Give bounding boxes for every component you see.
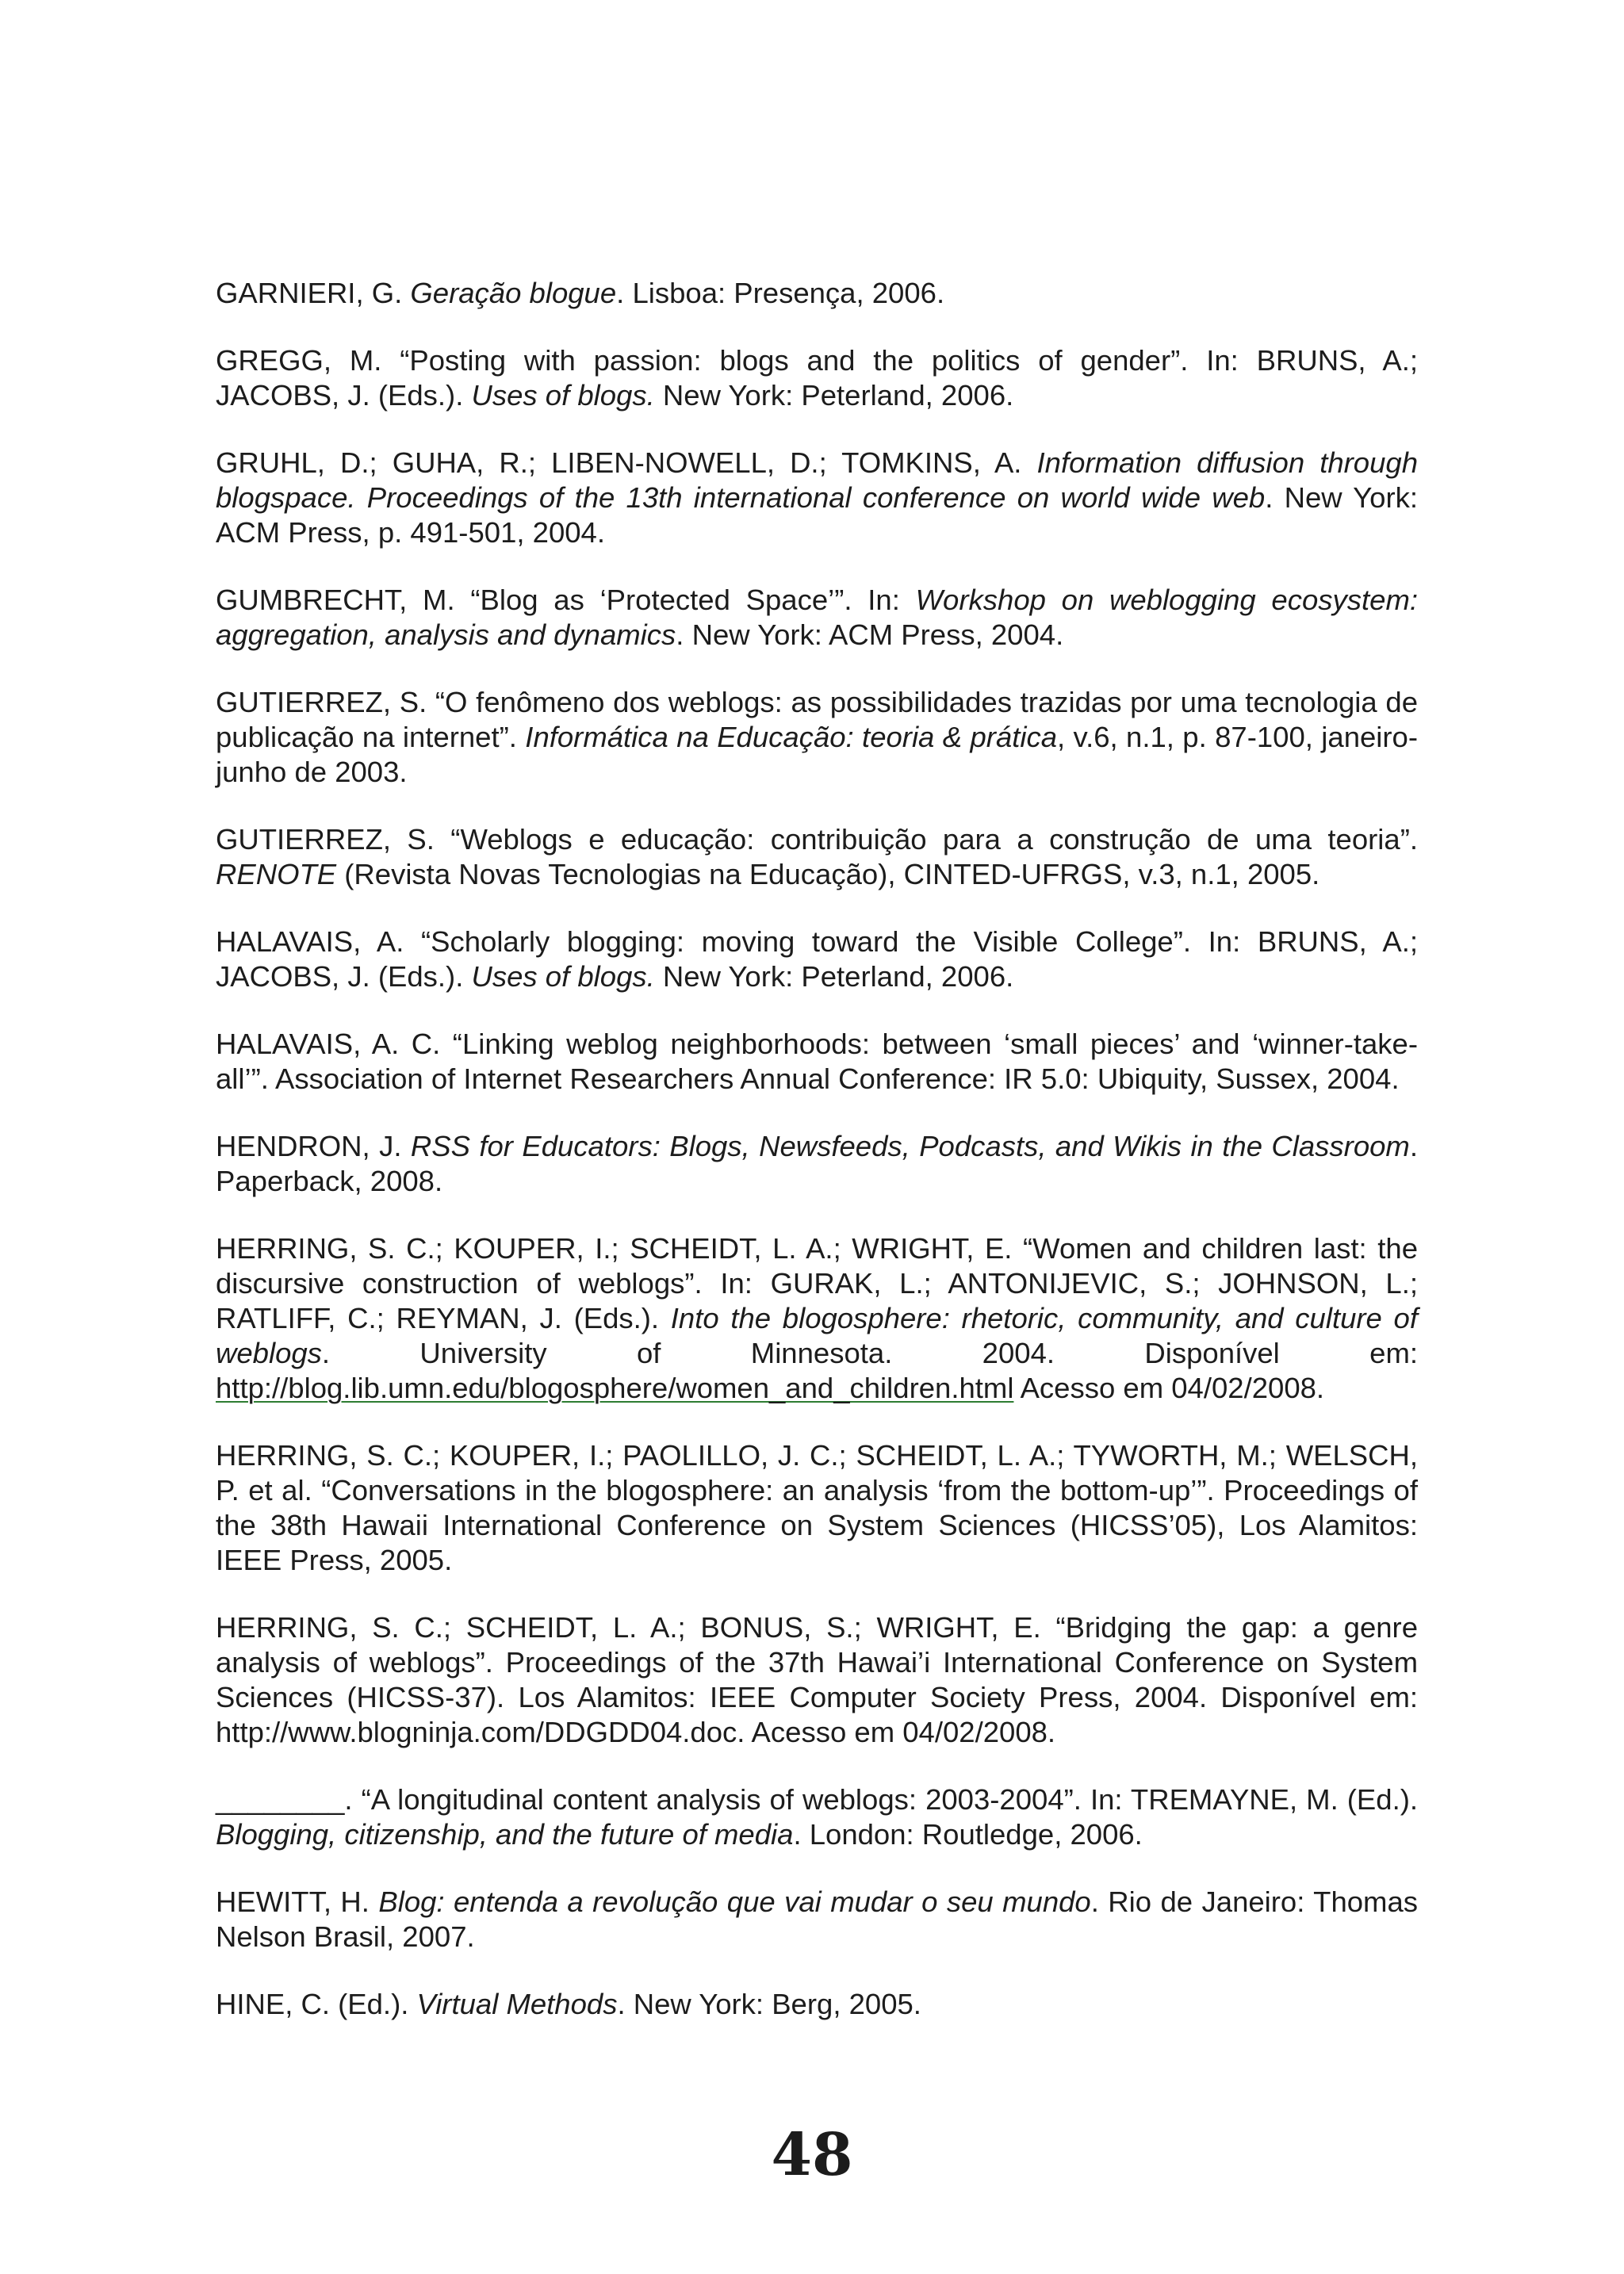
reference-text: HENDRON, J. — [216, 1130, 411, 1162]
reference-entry — [216, 1129, 1418, 1199]
reference-text: . London: Routledge, 2006. — [793, 1818, 1143, 1851]
reference-title: Blog: entenda a revolução que vai mudar o seu mundo — [378, 1885, 1091, 1918]
reference-text: HERRING, S. C.; KOUPER, I.; SCHEIDT, L. A.; WRIGHT, E. “Women and children last: the discursive construction of weblogs”. In: GURAK, L.; ANTONIJEVIC, S.; JOHNSON, L.; RATLIFF, C.; REYMAN, J. (Eds.). — [216, 1232, 1418, 1334]
reference-text: GUTIERREZ, S. “O fenômeno dos weblogs: as possibilidades trazidas por uma tecnologia de publicação na internet”. — [216, 686, 1418, 753]
reference-entry — [216, 1438, 1418, 1578]
reference-title: Blogging, citizenship, and the future of media — [216, 1818, 794, 1851]
reference-text: . New York: ACM Press, 2004. — [676, 618, 1064, 651]
reference-text: Acesso em 04/02/2008. — [1013, 1372, 1325, 1404]
page-number: 48 — [771, 2121, 853, 2189]
reference-entry — [216, 343, 1418, 413]
reference-text: HALAVAIS, A. “Scholarly blogging: moving toward the Visible College”. In: BRUNS, A.; JACOBS, J. (Eds.). — [216, 925, 1418, 993]
reference-title: Virtual Methods — [416, 1988, 618, 2020]
reference-entry — [216, 1987, 1418, 2022]
reference-entry — [216, 1231, 1418, 1406]
reference-title: RSS for Educators: Blogs, Newsfeeds, Podcasts, and Wikis in the Classroom — [410, 1130, 1410, 1162]
reference-entry — [216, 1885, 1418, 1954]
reference-text: . New York: ACM Press, p. 491-501, 2004. — [216, 481, 1419, 549]
reference-text: GRUHL, D.; GUHA, R.; LIBEN-NOWELL, D.; TOMKINS, A. — [216, 446, 1037, 479]
reference-text: ________. “A longitudinal content analysis of weblogs: 2003-2004”. In: TREMAYNE, M. (Ed.). — [216, 1783, 1418, 1816]
reference-title: Uses of blogs. — [471, 960, 655, 993]
reference-title: RENOTE — [216, 858, 337, 890]
reference-text: GUMBRECHT, M. “Blog as ‘Protected Space’”. In: — [216, 584, 916, 616]
reference-entry — [216, 822, 1418, 892]
reference-text: HEWITT, H. — [216, 1885, 379, 1918]
reference-entry — [216, 925, 1418, 994]
reference-text: . Rio de Janeiro: Thomas Nelson Brasil, 2007. — [216, 1885, 1418, 1953]
reference-title: Into the blogosphere: rhetoric, community, and culture of weblogs — [216, 1302, 1418, 1369]
reference-text: GUTIERREZ, S. “Weblogs e educação: contribuição para a construção de uma teoria”. — [216, 823, 1418, 856]
reference-text: HERRING, S. C.; SCHEIDT, L. A.; BONUS, S.; WRIGHT, E. “Bridging the gap: a genre analysis of weblogs”. Proceedings of the 37th Hawai’i International Conference on System Sciences (HICSS-37). Los Alamitos: IEEE Computer Society Press, 2004. Disponível em: http://www.blogninja.com/DDGDD04.doc. Acesso em 04/02/2008. — [216, 1611, 1418, 1748]
reference-text: GREGG, M. “Posting with passion: blogs and the politics of gender”. In: BRUNS, A.; JACOBS, J. (Eds.). — [216, 344, 1418, 412]
reference-link[interactable]: http://blog.lib.umn.edu/blogosphere/women_and_children.html — [216, 1372, 1014, 1404]
reference-entry — [216, 446, 1418, 550]
reference-text: . University of Minnesota. 2004. Disponível em: — [321, 1337, 1418, 1369]
reference-text: HERRING, S. C.; KOUPER, I.; PAOLILLO, J. C.; SCHEIDT, L. A.; TYWORTH, M.; WELSCH, P. et al. “Conversations in the blogosphere: an analysis ‘from the bottom-up’”. Proceedings of the 38th Hawaii International Conference on System Sciences (HICSS’05), Los Alamitos: IEEE Press, 2005. — [216, 1439, 1418, 1576]
reference-text: . Lisboa: Presença, 2006. — [616, 277, 945, 309]
reference-title: Workshop on weblogging ecosystem: aggregation, analysis and dynamics — [216, 584, 1418, 651]
reference-text: HALAVAIS, A. C. “Linking weblog neighborhoods: between ‘small pieces’ and ‘winner-take-all’”. Association of Internet Researchers Annual Conference: IR 5.0: Ubiquity, Sussex, 2004. — [216, 1028, 1418, 1095]
reference-text: New York: Peterland, 2006. — [654, 379, 1014, 412]
reference-list — [216, 276, 1418, 2054]
reference-text: HINE, C. (Ed.). — [216, 1988, 417, 2020]
reference-text: GARNIERI, G. — [216, 277, 411, 309]
reference-text: (Revista Novas Tecnologias na Educação), CINTED-UFRGS, v.3, n.1, 2005. — [336, 858, 1320, 890]
reference-entry — [216, 1782, 1418, 1852]
reference-title: Uses of blogs. — [471, 379, 655, 412]
reference-text: New York: Peterland, 2006. — [654, 960, 1014, 993]
reference-entry — [216, 1027, 1418, 1097]
reference-text: , v.6, n.1, p. 87-100, janeiro-junho de 2003. — [216, 721, 1419, 788]
reference-text: . Paperback, 2008. — [216, 1130, 1418, 1197]
reference-title: Informática na Educação: teoria & prática — [525, 721, 1058, 753]
reference-title: Geração blogue — [410, 277, 617, 309]
reference-text: . New York: Berg, 2005. — [617, 1988, 921, 2020]
reference-entry — [216, 276, 1418, 311]
reference-entry — [216, 583, 1418, 653]
reference-title: Information diffusion through blogspace. Proceedings of the 13th international conference on world wide web — [216, 446, 1418, 514]
reference-entry — [216, 1610, 1418, 1750]
reference-entry — [216, 685, 1418, 790]
